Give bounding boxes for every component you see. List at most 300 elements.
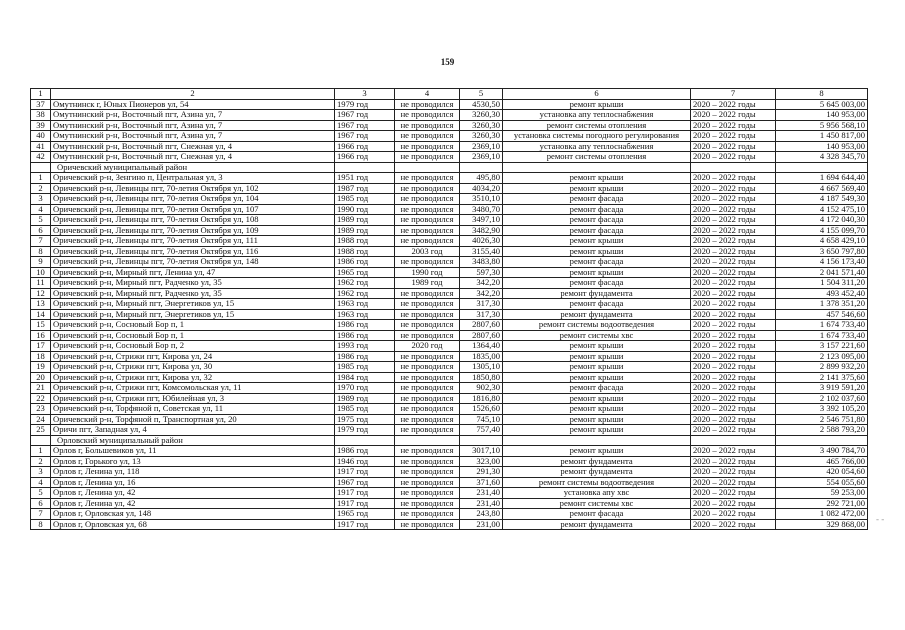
header-cell: 2 (51, 89, 335, 100)
table-row (31, 446, 868, 457)
period-cell: 2020 – 2022 годы (691, 204, 776, 215)
area-cell: 1835,00 (460, 351, 503, 362)
table-row (31, 204, 868, 215)
period-cell: 2020 – 2022 годы (691, 131, 776, 142)
address-cell: Оричевский р-н, Стрижи пгт, Кирова ул, 30 (51, 362, 335, 373)
work-type-cell: ремонт фундамента (503, 309, 691, 320)
empty-cell (460, 435, 503, 446)
cost-cell: 1 674 733,40 (776, 330, 868, 341)
header-cell: 3 (335, 89, 395, 100)
work-type-cell: ремонт фундамента (503, 456, 691, 467)
cost-cell: 3 157 221,60 (776, 341, 868, 352)
build-year-cell: 1984 год (335, 372, 395, 383)
table-row (31, 267, 868, 278)
build-year-cell: 1917 год (335, 488, 395, 499)
cost-cell: 1 378 351,20 (776, 299, 868, 310)
empty-cell (31, 435, 51, 446)
row-number: 2 (31, 183, 51, 194)
empty-cell (691, 162, 776, 173)
cost-cell: 4 328 345,70 (776, 152, 868, 163)
last-repair-cell: 2020 год (395, 341, 460, 352)
empty-cell (503, 435, 691, 446)
address-cell: Омутнинский р-н, Восточный пгт, Снежная ул, 4 (51, 141, 335, 152)
work-type-cell: ремонт фасада (503, 383, 691, 394)
table-row (31, 341, 868, 352)
last-repair-cell: не проводился (395, 320, 460, 331)
area-cell: 3510,10 (460, 194, 503, 205)
table-row (31, 383, 868, 394)
work-type-cell: ремонт фундамента (503, 288, 691, 299)
table-row (31, 299, 868, 310)
table-row (31, 414, 868, 425)
empty-cell (31, 162, 51, 173)
area-cell: 1850,80 (460, 372, 503, 383)
work-type-cell: ремонт крыши (503, 246, 691, 257)
last-repair-cell: не проводился (395, 215, 460, 226)
table-row (31, 425, 868, 436)
area-cell: 3483,80 (460, 257, 503, 268)
last-repair-cell: не проводился (395, 330, 460, 341)
address-cell: Оричевский р-н, Сосновый Бор п, 2 (51, 341, 335, 352)
work-type-cell: ремонт крыши (503, 414, 691, 425)
row-number: 41 (31, 141, 51, 152)
table-row (31, 519, 868, 530)
cost-cell: 420 054,60 (776, 467, 868, 478)
last-repair-cell: не проводился (395, 425, 460, 436)
area-cell: 323,00 (460, 456, 503, 467)
row-number: 21 (31, 383, 51, 394)
cost-cell: 329 868,00 (776, 519, 868, 530)
section-row (31, 435, 868, 446)
work-type-cell: ремонт фасада (503, 257, 691, 268)
build-year-cell: 1985 год (335, 362, 395, 373)
table-row (31, 278, 868, 289)
period-cell: 2020 – 2022 годы (691, 194, 776, 205)
row-number: 1 (31, 173, 51, 184)
work-type-cell: ремонт крыши (503, 99, 691, 110)
cost-cell: 1 694 644,40 (776, 173, 868, 184)
period-cell: 2020 – 2022 годы (691, 383, 776, 394)
cost-cell: 2 141 375,60 (776, 372, 868, 383)
period-cell: 2020 – 2022 годы (691, 141, 776, 152)
empty-cell (503, 162, 691, 173)
last-repair-cell: не проводился (395, 414, 460, 425)
last-repair-cell: не проводился (395, 299, 460, 310)
last-repair-cell: не проводился (395, 404, 460, 415)
build-year-cell: 1986 год (335, 330, 395, 341)
last-repair-cell: не проводился (395, 351, 460, 362)
cost-cell: 493 452,40 (776, 288, 868, 299)
empty-cell (776, 162, 868, 173)
work-type-cell: ремонт крыши (503, 267, 691, 278)
row-number: 5 (31, 215, 51, 226)
area-cell: 4026,30 (460, 236, 503, 247)
work-type-cell: ремонт крыши (503, 341, 691, 352)
table-row (31, 477, 868, 488)
last-repair-cell: не проводился (395, 257, 460, 268)
last-repair-cell: не проводился (395, 393, 460, 404)
address-cell: Орлов г, Орловская ул, 68 (51, 519, 335, 530)
work-type-cell: ремонт системы хвс (503, 330, 691, 341)
address-cell: Орлов г, Ленина ул, 118 (51, 467, 335, 478)
table-row (31, 498, 868, 509)
row-number: 19 (31, 362, 51, 373)
last-repair-cell: не проводился (395, 173, 460, 184)
address-cell: Оричевский р-н, Торфяной п, Транспортная ул, 20 (51, 414, 335, 425)
table-row (31, 467, 868, 478)
work-type-cell: ремонт фундамента (503, 467, 691, 478)
period-cell: 2020 – 2022 годы (691, 299, 776, 310)
table-row (31, 236, 868, 247)
table-row (31, 456, 868, 467)
period-cell: 2020 – 2022 годы (691, 152, 776, 163)
cost-cell: 1 674 733,40 (776, 320, 868, 331)
build-year-cell: 1966 год (335, 141, 395, 152)
cost-cell: 4 155 099,70 (776, 225, 868, 236)
address-cell: Оричевский р-н, Сосновый Бор п, 1 (51, 330, 335, 341)
period-cell: 2020 – 2022 годы (691, 341, 776, 352)
work-type-cell: ремонт системы водоотведения (503, 477, 691, 488)
section-title: Орловский муниципальный район (51, 435, 335, 446)
build-year-cell: 1962 год (335, 288, 395, 299)
build-year-cell: 1985 год (335, 404, 395, 415)
row-number: 2 (31, 456, 51, 467)
area-cell: 3480,70 (460, 204, 503, 215)
table-row (31, 246, 868, 257)
header-cell: 6 (503, 89, 691, 100)
address-cell: Оричи пгт, Западная ул, 4 (51, 425, 335, 436)
address-cell: Орлов г, Ленина ул, 16 (51, 477, 335, 488)
cost-cell: 4 658 429,10 (776, 236, 868, 247)
row-number: 15 (31, 320, 51, 331)
build-year-cell: 1988 год (335, 236, 395, 247)
last-repair-cell: не проводился (395, 288, 460, 299)
table-row (31, 404, 868, 415)
period-cell: 2020 – 2022 годы (691, 183, 776, 194)
address-cell: Оричевский р-н, Левинцы пгт, 70-летия Октября ул, 148 (51, 257, 335, 268)
last-repair-cell: не проводился (395, 183, 460, 194)
last-repair-cell: не проводился (395, 488, 460, 499)
area-cell: 2807,60 (460, 320, 503, 331)
area-cell: 342,20 (460, 278, 503, 289)
build-year-cell: 1979 год (335, 425, 395, 436)
period-cell: 2020 – 2022 годы (691, 236, 776, 247)
cost-cell: 3 919 591,20 (776, 383, 868, 394)
work-type-cell: ремонт крыши (503, 183, 691, 194)
last-repair-cell: не проводился (395, 383, 460, 394)
period-cell: 2020 – 2022 годы (691, 351, 776, 362)
last-repair-cell: не проводился (395, 120, 460, 131)
build-year-cell: 1965 год (335, 267, 395, 278)
period-cell: 2020 – 2022 годы (691, 110, 776, 121)
work-type-cell: ремонт крыши (503, 425, 691, 436)
address-cell: Оричевский р-н, Зенгино п, Центральная ул, 3 (51, 173, 335, 184)
cost-cell: 140 953,00 (776, 110, 868, 121)
period-cell: 2020 – 2022 годы (691, 509, 776, 520)
period-cell: 2020 – 2022 годы (691, 215, 776, 226)
last-repair-cell: не проводился (395, 152, 460, 163)
work-type-cell: ремонт фасада (503, 204, 691, 215)
row-number: 38 (31, 110, 51, 121)
cost-cell: 1 450 817,00 (776, 131, 868, 142)
area-cell: 243,80 (460, 509, 503, 520)
build-year-cell: 1917 год (335, 498, 395, 509)
work-type-cell: ремонт системы водоотведения (503, 320, 691, 331)
row-number: 6 (31, 498, 51, 509)
table-row (31, 488, 868, 499)
cost-cell: 5 956 568,10 (776, 120, 868, 131)
margin-mark: - - (876, 514, 885, 524)
build-year-cell: 1986 год (335, 320, 395, 331)
area-cell: 3155,40 (460, 246, 503, 257)
row-number: 10 (31, 267, 51, 278)
cost-cell: 4 667 569,40 (776, 183, 868, 194)
work-type-cell: ремонт крыши (503, 393, 691, 404)
address-cell: Орлов г, Ленина ул, 42 (51, 498, 335, 509)
empty-cell (335, 162, 395, 173)
row-number: 7 (31, 509, 51, 520)
build-year-cell: 1965 год (335, 509, 395, 520)
last-repair-cell: не проводился (395, 99, 460, 110)
build-year-cell: 1967 год (335, 131, 395, 142)
address-cell: Оричевский р-н, Сосновый Бор п, 1 (51, 320, 335, 331)
table-row (31, 393, 868, 404)
work-type-cell: ремонт крыши (503, 351, 691, 362)
address-cell: Оричевский р-н, Стрижи пгт, Комсомольская ул, 11 (51, 383, 335, 394)
last-repair-cell: не проводился (395, 110, 460, 121)
table-row (31, 183, 868, 194)
cost-cell: 292 721,00 (776, 498, 868, 509)
area-cell: 291,30 (460, 467, 503, 478)
build-year-cell: 1986 год (335, 351, 395, 362)
table-row (31, 509, 868, 520)
address-cell: Омутнинск г, Юных Пионеров ул, 54 (51, 99, 335, 110)
period-cell: 2020 – 2022 годы (691, 519, 776, 530)
area-cell: 1816,80 (460, 393, 503, 404)
work-type-cell: установка системы погодного регулирования (503, 131, 691, 142)
address-cell: Орлов г, Орловская ул, 148 (51, 509, 335, 520)
row-number: 12 (31, 288, 51, 299)
area-cell: 902,30 (460, 383, 503, 394)
empty-cell (691, 435, 776, 446)
period-cell: 2020 – 2022 годы (691, 414, 776, 425)
address-cell: Оричевский р-н, Левинцы пгт, 70-летия Октября ул, 107 (51, 204, 335, 215)
table-row (31, 225, 868, 236)
last-repair-cell: не проводился (395, 498, 460, 509)
area-cell: 2369,10 (460, 141, 503, 152)
row-number: 18 (31, 351, 51, 362)
row-number: 17 (31, 341, 51, 352)
last-repair-cell: не проводился (395, 236, 460, 247)
address-cell: Оричевский р-н, Левинцы пгт, 70-летия Октября ул, 104 (51, 194, 335, 205)
build-year-cell: 1975 год (335, 414, 395, 425)
last-repair-cell: 1989 год (395, 278, 460, 289)
header-cell: 8 (776, 89, 868, 100)
address-cell: Оричевский р-н, Мирный пгт, Энергетиков ул, 15 (51, 299, 335, 310)
cost-cell: 2 123 095,00 (776, 351, 868, 362)
last-repair-cell: не проводился (395, 519, 460, 530)
work-type-cell: ремонт фасада (503, 278, 691, 289)
last-repair-cell: не проводился (395, 372, 460, 383)
period-cell: 2020 – 2022 годы (691, 120, 776, 131)
area-cell: 757,40 (460, 425, 503, 436)
cost-cell: 2 899 932,20 (776, 362, 868, 373)
cost-cell: 3 490 784,70 (776, 446, 868, 457)
table-row (31, 372, 868, 383)
build-year-cell: 1987 год (335, 183, 395, 194)
build-year-cell: 1963 год (335, 309, 395, 320)
build-year-cell: 1946 год (335, 456, 395, 467)
table-row (31, 110, 868, 121)
build-year-cell: 1989 год (335, 393, 395, 404)
period-cell: 2020 – 2022 годы (691, 173, 776, 184)
cost-cell: 140 953,00 (776, 141, 868, 152)
table-row (31, 120, 868, 131)
header-cell: 7 (691, 89, 776, 100)
table-row (31, 362, 868, 373)
row-number: 3 (31, 467, 51, 478)
build-year-cell: 1993 год (335, 341, 395, 352)
work-type-cell: ремонт фасада (503, 215, 691, 226)
build-year-cell: 1988 год (335, 246, 395, 257)
last-repair-cell: не проводился (395, 446, 460, 457)
row-number: 11 (31, 278, 51, 289)
build-year-cell: 1986 год (335, 446, 395, 457)
address-cell: Оричевский р-н, Левинцы пгт, 70-летия Октября ул, 108 (51, 215, 335, 226)
cost-cell: 4 152 475,10 (776, 204, 868, 215)
work-type-cell: ремонт крыши (503, 236, 691, 247)
period-cell: 2020 – 2022 годы (691, 446, 776, 457)
work-type-cell: ремонт фасада (503, 225, 691, 236)
table-row (31, 288, 868, 299)
address-cell: Оричевский р-н, Стрижи пгт, Юбилейная ул, 3 (51, 393, 335, 404)
cost-cell: 2 546 751,80 (776, 414, 868, 425)
build-year-cell: 1962 год (335, 278, 395, 289)
address-cell: Омутнинский р-н, Восточный пгт, Снежная ул, 4 (51, 152, 335, 163)
address-cell: Оричевский р-н, Левинцы пгт, 70-летия Октября ул, 116 (51, 246, 335, 257)
address-cell: Омутнинский р-н, Восточный пгт, Азина ул, 7 (51, 131, 335, 142)
last-repair-cell: не проводился (395, 131, 460, 142)
area-cell: 1305,10 (460, 362, 503, 373)
address-cell: Оричевский р-н, Мирный пгт, Энергетиков ул, 15 (51, 309, 335, 320)
cost-cell: 2 588 793,20 (776, 425, 868, 436)
empty-cell (395, 162, 460, 173)
period-cell: 2020 – 2022 годы (691, 425, 776, 436)
last-repair-cell: не проводился (395, 204, 460, 215)
cost-cell: 59 253,00 (776, 488, 868, 499)
build-year-cell: 1967 год (335, 477, 395, 488)
cost-cell: 465 766,00 (776, 456, 868, 467)
area-cell: 745,10 (460, 414, 503, 425)
cost-cell: 2 041 571,40 (776, 267, 868, 278)
cost-cell: 5 645 003,00 (776, 99, 868, 110)
section-row (31, 162, 868, 173)
area-cell: 231,40 (460, 488, 503, 499)
address-cell: Оричевский р-н, Стрижи пгт, Кирова ул, 24 (51, 351, 335, 362)
cost-cell: 3 392 105,20 (776, 404, 868, 415)
build-year-cell: 1917 год (335, 467, 395, 478)
row-number: 3 (31, 194, 51, 205)
build-year-cell: 1985 год (335, 194, 395, 205)
last-repair-cell: не проводился (395, 309, 460, 320)
period-cell: 2020 – 2022 годы (691, 330, 776, 341)
last-repair-cell: не проводился (395, 509, 460, 520)
period-cell: 2020 – 2022 годы (691, 477, 776, 488)
area-cell: 495,80 (460, 173, 503, 184)
area-cell: 317,30 (460, 309, 503, 320)
row-number: 7 (31, 236, 51, 247)
last-repair-cell: 2003 год (395, 246, 460, 257)
build-year-cell: 1979 год (335, 99, 395, 110)
table-row (31, 131, 868, 142)
build-year-cell: 1990 год (335, 204, 395, 215)
cost-cell: 4 156 173,40 (776, 257, 868, 268)
header-cell: 1 (31, 89, 51, 100)
row-number: 1 (31, 446, 51, 457)
build-year-cell: 1989 год (335, 215, 395, 226)
cost-cell: 4 172 040,30 (776, 215, 868, 226)
cost-cell: 4 187 549,30 (776, 194, 868, 205)
work-type-cell: ремонт крыши (503, 362, 691, 373)
row-number: 23 (31, 404, 51, 415)
last-repair-cell: не проводился (395, 362, 460, 373)
table-row (31, 257, 868, 268)
area-cell: 342,20 (460, 288, 503, 299)
area-cell: 597,30 (460, 267, 503, 278)
row-number: 25 (31, 425, 51, 436)
period-cell: 2020 – 2022 годы (691, 498, 776, 509)
period-cell: 2020 – 2022 годы (691, 372, 776, 383)
address-cell: Оричевский р-н, Мирный пгт, Радченко ул, 35 (51, 288, 335, 299)
build-year-cell: 1951 год (335, 173, 395, 184)
table-row (31, 194, 868, 205)
header-cell: 5 (460, 89, 503, 100)
row-number: 16 (31, 330, 51, 341)
address-cell: Оричевский р-н, Мирный пгт, Ленина ул, 47 (51, 267, 335, 278)
work-type-cell: ремонт системы хвс (503, 498, 691, 509)
table-row (31, 152, 868, 163)
table-row (31, 141, 868, 152)
area-cell: 231,40 (460, 498, 503, 509)
cost-cell: 1 082 472,00 (776, 509, 868, 520)
header-row (31, 89, 868, 100)
empty-cell (776, 435, 868, 446)
cost-cell: 3 650 797,80 (776, 246, 868, 257)
last-repair-cell: не проводился (395, 467, 460, 478)
last-repair-cell: не проводился (395, 477, 460, 488)
period-cell: 2020 – 2022 годы (691, 225, 776, 236)
area-cell: 371,60 (460, 477, 503, 488)
page-number: 159 (440, 57, 455, 67)
cost-cell: 554 055,60 (776, 477, 868, 488)
last-repair-cell: не проводился (395, 141, 460, 152)
cost-cell: 457 546,60 (776, 309, 868, 320)
work-type-cell: ремонт крыши (503, 173, 691, 184)
build-year-cell: 1963 год (335, 299, 395, 310)
period-cell: 2020 – 2022 годы (691, 246, 776, 257)
work-type-cell: установка апу теплоснабжения (503, 110, 691, 121)
empty-cell (335, 435, 395, 446)
area-cell: 3017,10 (460, 446, 503, 457)
period-cell: 2020 – 2022 годы (691, 309, 776, 320)
period-cell: 2020 – 2022 годы (691, 488, 776, 499)
area-cell: 4530,50 (460, 99, 503, 110)
empty-cell (460, 162, 503, 173)
area-cell: 317,30 (460, 299, 503, 310)
last-repair-cell: не проводился (395, 194, 460, 205)
row-number: 22 (31, 393, 51, 404)
area-cell: 2807,60 (460, 330, 503, 341)
